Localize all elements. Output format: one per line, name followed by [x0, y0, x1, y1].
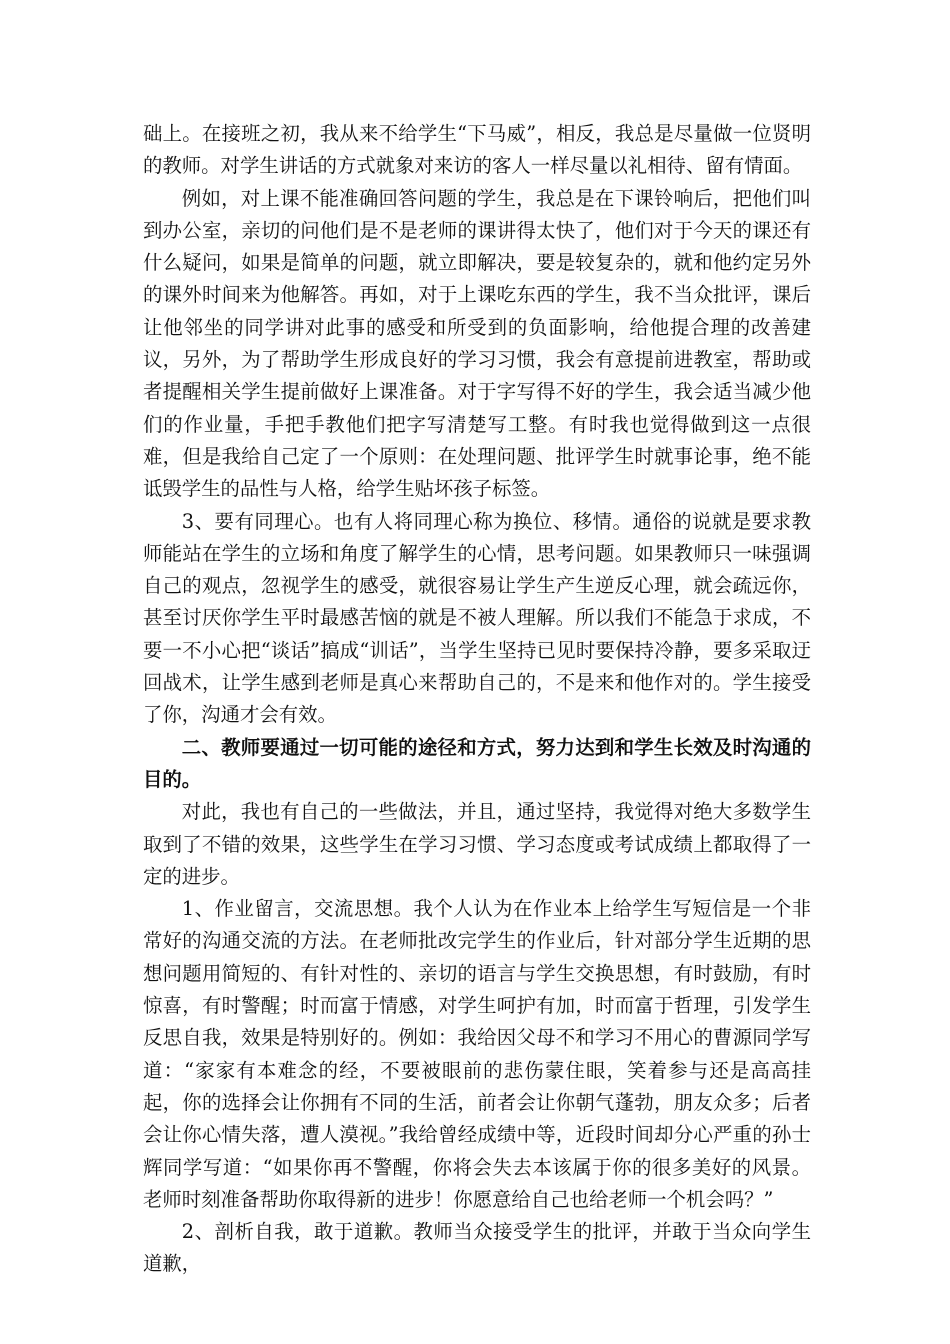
paragraph-continuation: 础上。在接班之初，我从来不给学生“下马威”，相反，我总是尽量做一位贤明的教师。对学生讲话的方式就象对来访的客人一样尽量以礼相待、留有情面。	[143, 122, 811, 178]
document-page	[143, 118, 811, 1281]
paragraph-self-reflection: 2、剖析自我，敢于道歉。教师当众接受学生的批评，并敢于当众向学生道歉，	[143, 1220, 811, 1276]
paragraph-intro: 对此，我也有自己的一些做法，并且，通过坚持，我觉得对绝大多数学生取到了不错的效果，这些学生在学习习惯、学习态度或考试成绩上都取得了一定的进步。	[143, 800, 811, 888]
paragraph-empathy: 3、要有同理心。也有人将同理心称为换位、移情。通俗的说就是要求教师能站在学生的立场和角度了解学生的心情，思考问题。如果教师只一味强调自己的观点，忽视学生的感受，就很容易让学生产生逆反心理，就会疏远你，甚至讨厌你学生平时最感苦恼的就是不被人理解。所以我们不能急于求成，不要一不小心把“谈话”搞成“训话”，当学生坚持已见时要保持冷静，要多采取迂回战术，让学生感到老师是真心来帮助自己的，不是来和他作对的。学生接受了你，沟通才会有效。	[143, 509, 811, 727]
paragraph-homework-notes: 1、作业留言，交流思想。我个人认为在作业本上给学生写短信是一个非常好的沟通交流的方法。在老师批改完学生的作业后，针对部分学生近期的思想问题用简短的、有针对性的、亲切的语言与学生交换思想，有时鼓励，有时惊喜，有时警醒；时而富于情感，对学生呵护有加，时而富于哲理，引发学生反思自我，效果是特别好的。例如：我给因父母不和学习不用心的曹源同学写道：“家家有本难念的经，不要被眼前的悲伤蒙住眼，笑着参与还是高高挂起，你的选择会让你拥有不同的生活，前者会让你朝气蓬勃，朋友众多；后者会让你心情失落，遭人漠视。”我给曾经成绩中等，近段时间却分心严重的孙士辉同学写道：“如果你再不警醒，你将会失去本该属于你的很多美好的风景。老师时刻准备帮助你取得新的进步！你愿意给自己也给老师一个机会吗？”	[143, 897, 811, 1211]
section-heading: 二、教师要通过一切可能的途径和方式，努力达到和学生长效及时沟通的目的。	[143, 735, 811, 791]
paragraph-examples: 例如，对上课不能准确回答问题的学生，我总是在下课铃响后，把他们叫到办公室，亲切的问他们是不是老师的课讲得太快了，他们对于今天的课还有什么疑问，如果是简单的问题，就立即解决，要是较复杂的，就和他约定另外的课外时间来为他解答。再如，对于上课吃东西的学生，我不当众批评，课后让他邻坐的同学讲对此事的感受和所受到的负面影响，给他提合理的改善建议，另外，为了帮助学生形成良好的学习习惯，我会有意提前进教室，帮助或者提醒相关学生提前做好上课准备。对于字写得不好的学生，我会适当减少他们的作业量，手把手教他们把字写清楚写工整。有时我也觉得做到这一点很难，但是我给自己定了一个原则：在处理问题、批评学生时就事论事，绝不能诋毁学生的品性与人格，给学生贴坏孩子标签。	[143, 186, 811, 501]
